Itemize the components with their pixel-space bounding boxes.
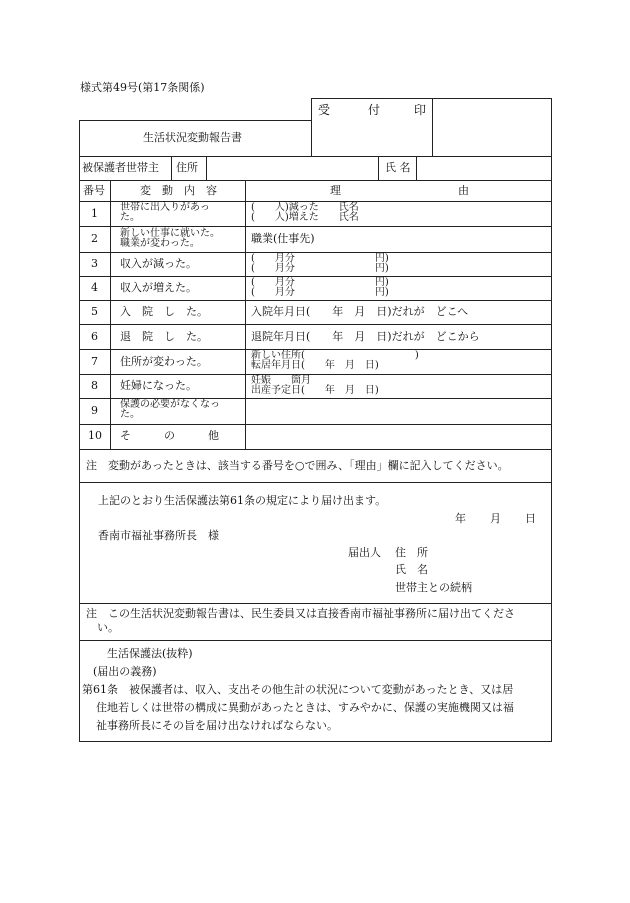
column-change: 変 動 内 容 [140,184,217,197]
note-circle-number: 注 変動があったときは、該当する番号を○で囲み、「理由」欄に記入してください。 [86,459,509,472]
applicant-name-label: 氏 名 [395,563,428,576]
address-label: 住所 [176,161,198,174]
receipt-label-1: 受 [318,103,331,117]
column-reason-2: 由 [458,184,469,197]
form-title: 生活状況変動報告書 [143,131,242,144]
date-day[interactable]: 日 [525,512,536,525]
applicant-relation-label: 世帯主との続柄 [395,581,472,594]
column-number: 番号 [83,184,105,197]
date-month[interactable]: 月 [490,512,501,525]
law-text-line3: 祉事務所長にその旨を届け出なければならない。 [96,719,338,732]
applicant-label: 届出人 [348,546,381,559]
address-field[interactable] [208,158,376,178]
addressee: 香南市福祉事務所長 様 [98,529,219,542]
law-subheading: (届出の義務) [93,665,157,678]
declaration-text: 上記のとおり生活保護法第61条の規定により届け出ます。 [98,494,387,507]
form-id: 様式第49号(第17条関係) [80,81,205,94]
note-submission-line1: 注 この生活状況変動報告書は、民生委員又は直接香南市福祉事務所に届け出てくださ [86,607,515,620]
receipt-label-2: 付 [368,103,381,117]
applicant-address-label: 住 所 [395,546,428,559]
name-label: 氏 名 [385,161,411,174]
date-year[interactable]: 年 [455,512,466,525]
law-text-line2: 住地若しくは世帯の構成に異動があったときは、すみやかに、保護の実施機関又は福 [96,701,514,714]
receipt-label-3: 印 [414,103,427,117]
note-submission-line2: い。 [97,621,119,634]
law-heading: 生活保護法(抜粋) [107,647,193,660]
household-head-label: 被保護者世帯主 [82,161,159,174]
column-reason-1: 理 [330,184,341,197]
law-text-line1: 第61条 被保護者は、収入、支出その他生計の状況について変動があったとき、又は居 [82,683,514,696]
name-field[interactable] [418,158,549,178]
